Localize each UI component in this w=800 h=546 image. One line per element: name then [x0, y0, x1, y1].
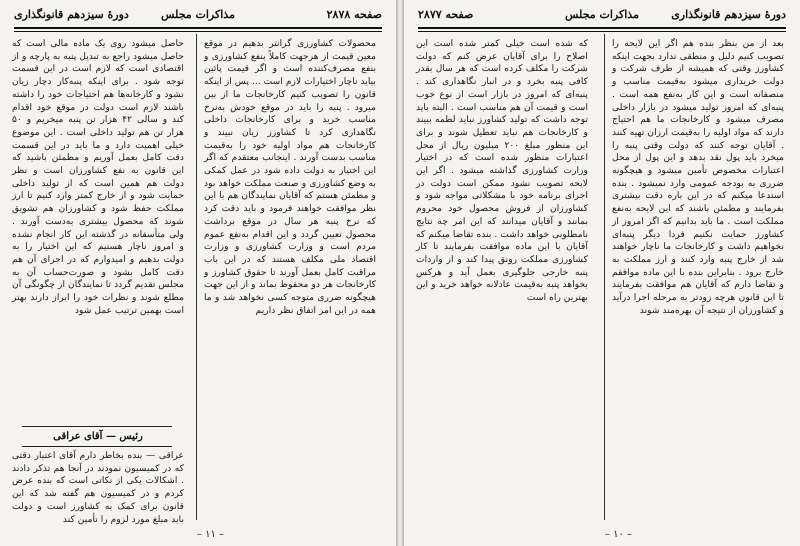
left-page-session: دورهٔ سیزدهم قانونگذاری	[14, 8, 129, 21]
left-page-left-column-text: حاصل میشود روی یک ماده مالی است که حاصل میشود راجع به تبدیل پنبه به پارچه و از اقتصادی است که لازم است در این قسمت توجه شود . برای اینکه پنبه‌کار دچار زیان نشود و کارخانه‌ها هم احتیاجات خود را داشته باشند لازم است دولت در موقع خود اقدام کند و سالی ۴۲ هزار تن پنبه میخریم و ۵۰ هزار تن هم تولید داخلی است . این موضوع خیلی اهمیت دارد و ما باید در این قسمت دقت کامل بعمل آوریم و مطمئن باشید که این قانون به نفع کشاورزان است و نظر دولت هم همین است که از تولید داخلی حمایت شود و از خارج کمتر وارد کنیم تا ارز مملکت حفظ شود و کشاورزان هم تشویق شوند که محصول بیشتری به‌دست آورند . ولی متأسفانه در گذشته این کار انجام نشده و امروز ناچار هستیم که این اختیار را به دولت بدهیم و امیدوارم که در اجرای آن هم دقت کامل بشود و صورت‌حساب آن به مجلس تقدیم گردد تا نمایندگان از چگونگی آن مطلع شوند و نظرات خود را ابراز دارند بهتر است بهمین ترتیب عمل شود	[12, 38, 185, 316]
right-page	[404, 0, 800, 546]
left-page-right-column	[204, 38, 376, 317]
right-header-rule	[418, 27, 786, 29]
left-page-speech-text: عراقی — بنده بخاطر دارم آقای اعتبار دقتی که در کمیسیون نمودند در آنجا هم تذکر دادند . اشکالات یکی از نکاتی است که بنده عرض کردم و در کمیسیون هم گفته شد که این قانون برای کمک به کشاورز است و دولت باید مبلغ مورد لزوم را تأمین کند	[12, 450, 184, 525]
speaker-separator-bottom	[22, 446, 172, 447]
speaker-separator-top	[22, 426, 172, 427]
left-page-column-divider	[196, 34, 197, 520]
book-gutter	[396, 0, 404, 546]
left-page-speech-column	[12, 450, 184, 526]
right-page-column-divider	[604, 34, 605, 520]
right-page-number: صفحه ۲۸۷۷	[418, 8, 474, 21]
right-page-session: دورهٔ سیزدهم قانونگذاری	[671, 8, 786, 21]
right-page-left-column-text: که شده است خیلی کمتر شده است این اصلاح را برای آقایان عرض کنم که دولت شرکت را مکلف کرده است که هر سال بقدر کافی پنبه بخرد و در انبار نگاهداری کند . پنبه‌ای که امروز در بازار است از نوع خوب است و قیمت آن هم مناسب است . البته باید توجه داشت که تولید کشاورز نباید لطمه ببیند و کارخانجات هم نباید تعطیل شوند و برای این منظور مبلغ ۲۰۰ میلیون ریال از محل اعتبارات منظور شده است که در اختیار وزارت کشاورزی گذاشته میشود . اگر این لایحه تصویب نشود ممکن است دولت در اجرای برنامه خود با مشکلاتی مواجه شود و کشاورزان از فروش محصول خود محروم بمانند و آقایان میدانند که این امر چه نتایج نامطلوبی خواهد داشت . بنده تقاضا میکنم که آقایان با این ماده موافقت بفرمایند تا کار کشاورزی مملکت رونق پیدا کند و از واردات پنبه خارجی جلوگیری بعمل آید و هرکس بخواهد پنبه به‌قیمت عادلانه خواهد خرید و این بهترین راه است	[416, 38, 589, 304]
speaker-heading: رئیس — آقای عراقی	[53, 431, 143, 442]
left-page-left-column	[12, 38, 184, 317]
right-page-running-title: مذاکرات مجلس	[565, 8, 639, 21]
left-page-folio: – ۱۱ –	[196, 529, 224, 540]
right-header-rule-thin	[418, 31, 786, 32]
right-page-header	[418, 6, 786, 28]
left-page-header	[14, 6, 382, 28]
right-page-left-column	[416, 38, 588, 305]
left-page-number: صفحه ۲۸۷۸	[326, 8, 382, 21]
right-page-right-column-text: بعد از من بنظر بنده هم اگر این لایحه را تصویب کنیم دلیل و منطقی ندارد بجهت اینکه کشاورز وقتی که همیشه از طرف شرکت و دولت خریداری میشود به‌قیمت مناسب و منصفانه است و این کار به‌نفع همه است . پنبه‌ای که امروز تولید میشود در بازار داخلی مصرف میشود و کارخانجات ما هم احتیاج دارند که مواد اولیه را به‌قیمت ارزان تهیه کنند . آقایان توجه کنند که دولت وقتی پنبه را میخرد باید پول نقد بدهد و این پول از محل اعتبارات مخصوص تأمین میشود و هیچگونه ضرری به بودجه عمومی وارد نمیشود . بنده استدعا میکنم که در این باره دقت بیشتری بفرمایند و مطمئن باشند که این لایحه به‌نفع مملکت است . ما باید بدانیم که اگر امروز از کشاورز حمایت نکنیم فردا دیگر پنبه‌ای نخواهیم داشت و کارخانجات ما ناچار خواهند شد از خارج پنبه وارد کنند و ارز مملکت به خارج برود . بنابراین بنده با این ماده موافقم و تقاضا دارم که آقایان هم موافقت بفرمایند تا این قانون هرچه زودتر به مرحله اجرا درآید و کشاورزان از نتیجه آن بهره‌مند شوند	[612, 38, 784, 316]
right-page-folio: – ۱۰ –	[604, 529, 632, 540]
left-page-right-column-text: محصولات کشاورزی گرانتر بدهیم در موقع معین قیمت از هرجهت کاملاً بنفع کشاورزی و بنفع مصرف‌کننده است و اگر قیمت پائین بیاید ناچار اختیارات لازم است ... پس از اینکه قانون را تصویب کنیم کارخانجات ما از بین میرود . پنبه را باید در موقع خودش به‌نرخ مناسب خرید و برای کارخانجات داخلی نگاهداری کرد تا کشاورز زیان نبیند و کارخانجات هم مواد اولیه خود را به‌قیمت مناسب بدست آورند . اینجانب معتقدم که اگر این اختیار به دولت داده شود در عمل کمکی به وضع کشاورزی و صنعت مملکت خواهد بود و مطمئن هستم که آقایان نمایندگان هم با این نظر موافقت خواهند فرمود و باید دقت کرد که نرخ پنبه هر سال در موقع برداشت محصول تعیین گردد و این اقدام به‌نفع عموم مردم است و وزارت کشاورزی و وزارت اقتصاد ملی مکلف هستند که در این باب مراقبت کامل بعمل آورند تا حقوق کشاورز و کارخانجات هر دو محفوظ بماند و از این جهت هیچگونه ضرری متوجه کسی نخواهد شد و ما همه در این امر اتفاق نظر داریم	[204, 38, 376, 316]
left-page	[0, 0, 396, 546]
right-page-right-column	[612, 38, 784, 317]
left-page-running-title: مذاکرات مجلس	[161, 8, 235, 21]
left-header-rule	[14, 27, 382, 29]
left-header-rule-thin	[14, 31, 382, 32]
